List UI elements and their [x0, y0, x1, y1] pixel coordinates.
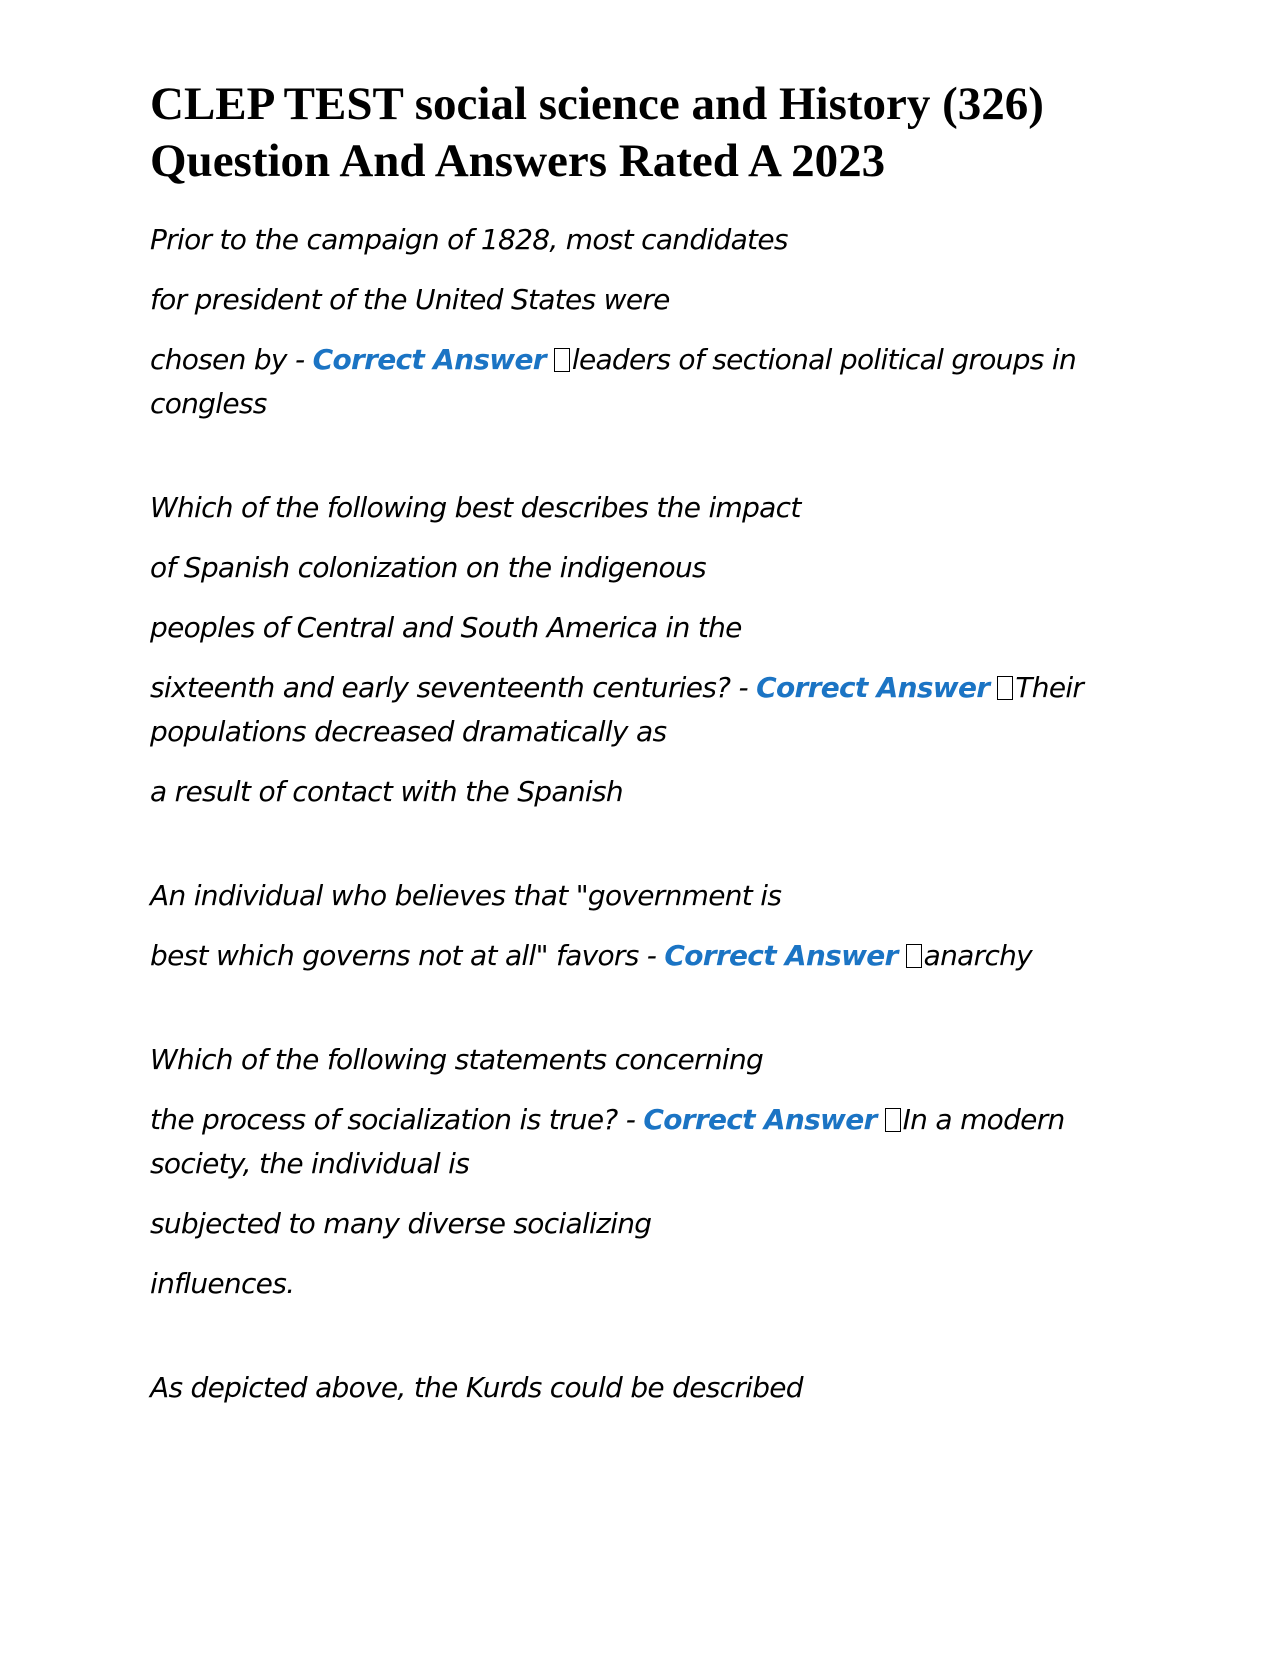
missing-glyph-box-icon	[885, 1108, 901, 1132]
answer-text: In a modern society, the individual is	[150, 1103, 1065, 1180]
question-line: of Spanish colonization on the indigenous	[150, 551, 706, 584]
missing-glyph-box-icon	[906, 944, 922, 968]
question-line: As depicted above, the Kurds could be described	[150, 1371, 803, 1404]
question-block-4	[150, 1038, 1110, 1306]
question-block-1	[150, 218, 1110, 426]
separator: -	[617, 1103, 644, 1136]
question-line: peoples of Central and South America in the	[150, 611, 742, 644]
question-text: chosen by	[150, 343, 287, 376]
answer-line: subjected to many diverse socializing	[150, 1207, 652, 1240]
question-text: the process of socialization is true?	[150, 1103, 618, 1136]
question-line: Prior to the campaign of 1828, most candidates	[150, 223, 788, 256]
question-answer-line	[150, 1098, 1110, 1186]
correct-answer-label: Correct Answer	[756, 671, 990, 704]
answer-line: influences.	[150, 1267, 295, 1300]
separator: -	[638, 939, 665, 972]
question-answer-line	[150, 666, 1110, 754]
question-answer-line	[150, 934, 1110, 978]
missing-glyph-box-icon	[997, 676, 1013, 700]
correct-answer-label: Correct Answer	[643, 1103, 877, 1136]
question-text: best which governs not at all" favors	[150, 939, 639, 972]
correct-answer-label: Correct Answer	[664, 939, 898, 972]
answer-text: leaders of sectional political groups in congless	[150, 343, 1076, 420]
title-line-1: CLEP TEST social science and History (326)	[150, 78, 1044, 130]
answer-line: a result of contact with the Spanish	[150, 775, 623, 808]
question-line: Which of the following statements concerning	[150, 1043, 764, 1076]
question-block-3	[150, 874, 1110, 978]
answer-text: Their populations decreased dramatically as	[150, 671, 1084, 748]
document-title	[150, 76, 1110, 190]
question-line: Which of the following best describes the impact	[150, 491, 801, 524]
question-answer-line	[150, 338, 1110, 426]
document-content	[150, 76, 1110, 1470]
title-line-2: Question And Answers Rated A 2023	[150, 135, 886, 187]
missing-glyph-box-icon	[554, 348, 570, 372]
separator: -	[286, 343, 313, 376]
question-text: sixteenth and early seventeenth centuries?	[150, 671, 731, 704]
correct-answer-label: Correct Answer	[312, 343, 546, 376]
answer-text: anarchy	[923, 939, 1033, 972]
question-block-2	[150, 486, 1110, 814]
separator: -	[730, 671, 757, 704]
question-line: An individual who believes that "government is	[150, 879, 782, 912]
question-block-5	[150, 1366, 1110, 1410]
question-line: for president of the United States were	[150, 283, 670, 316]
